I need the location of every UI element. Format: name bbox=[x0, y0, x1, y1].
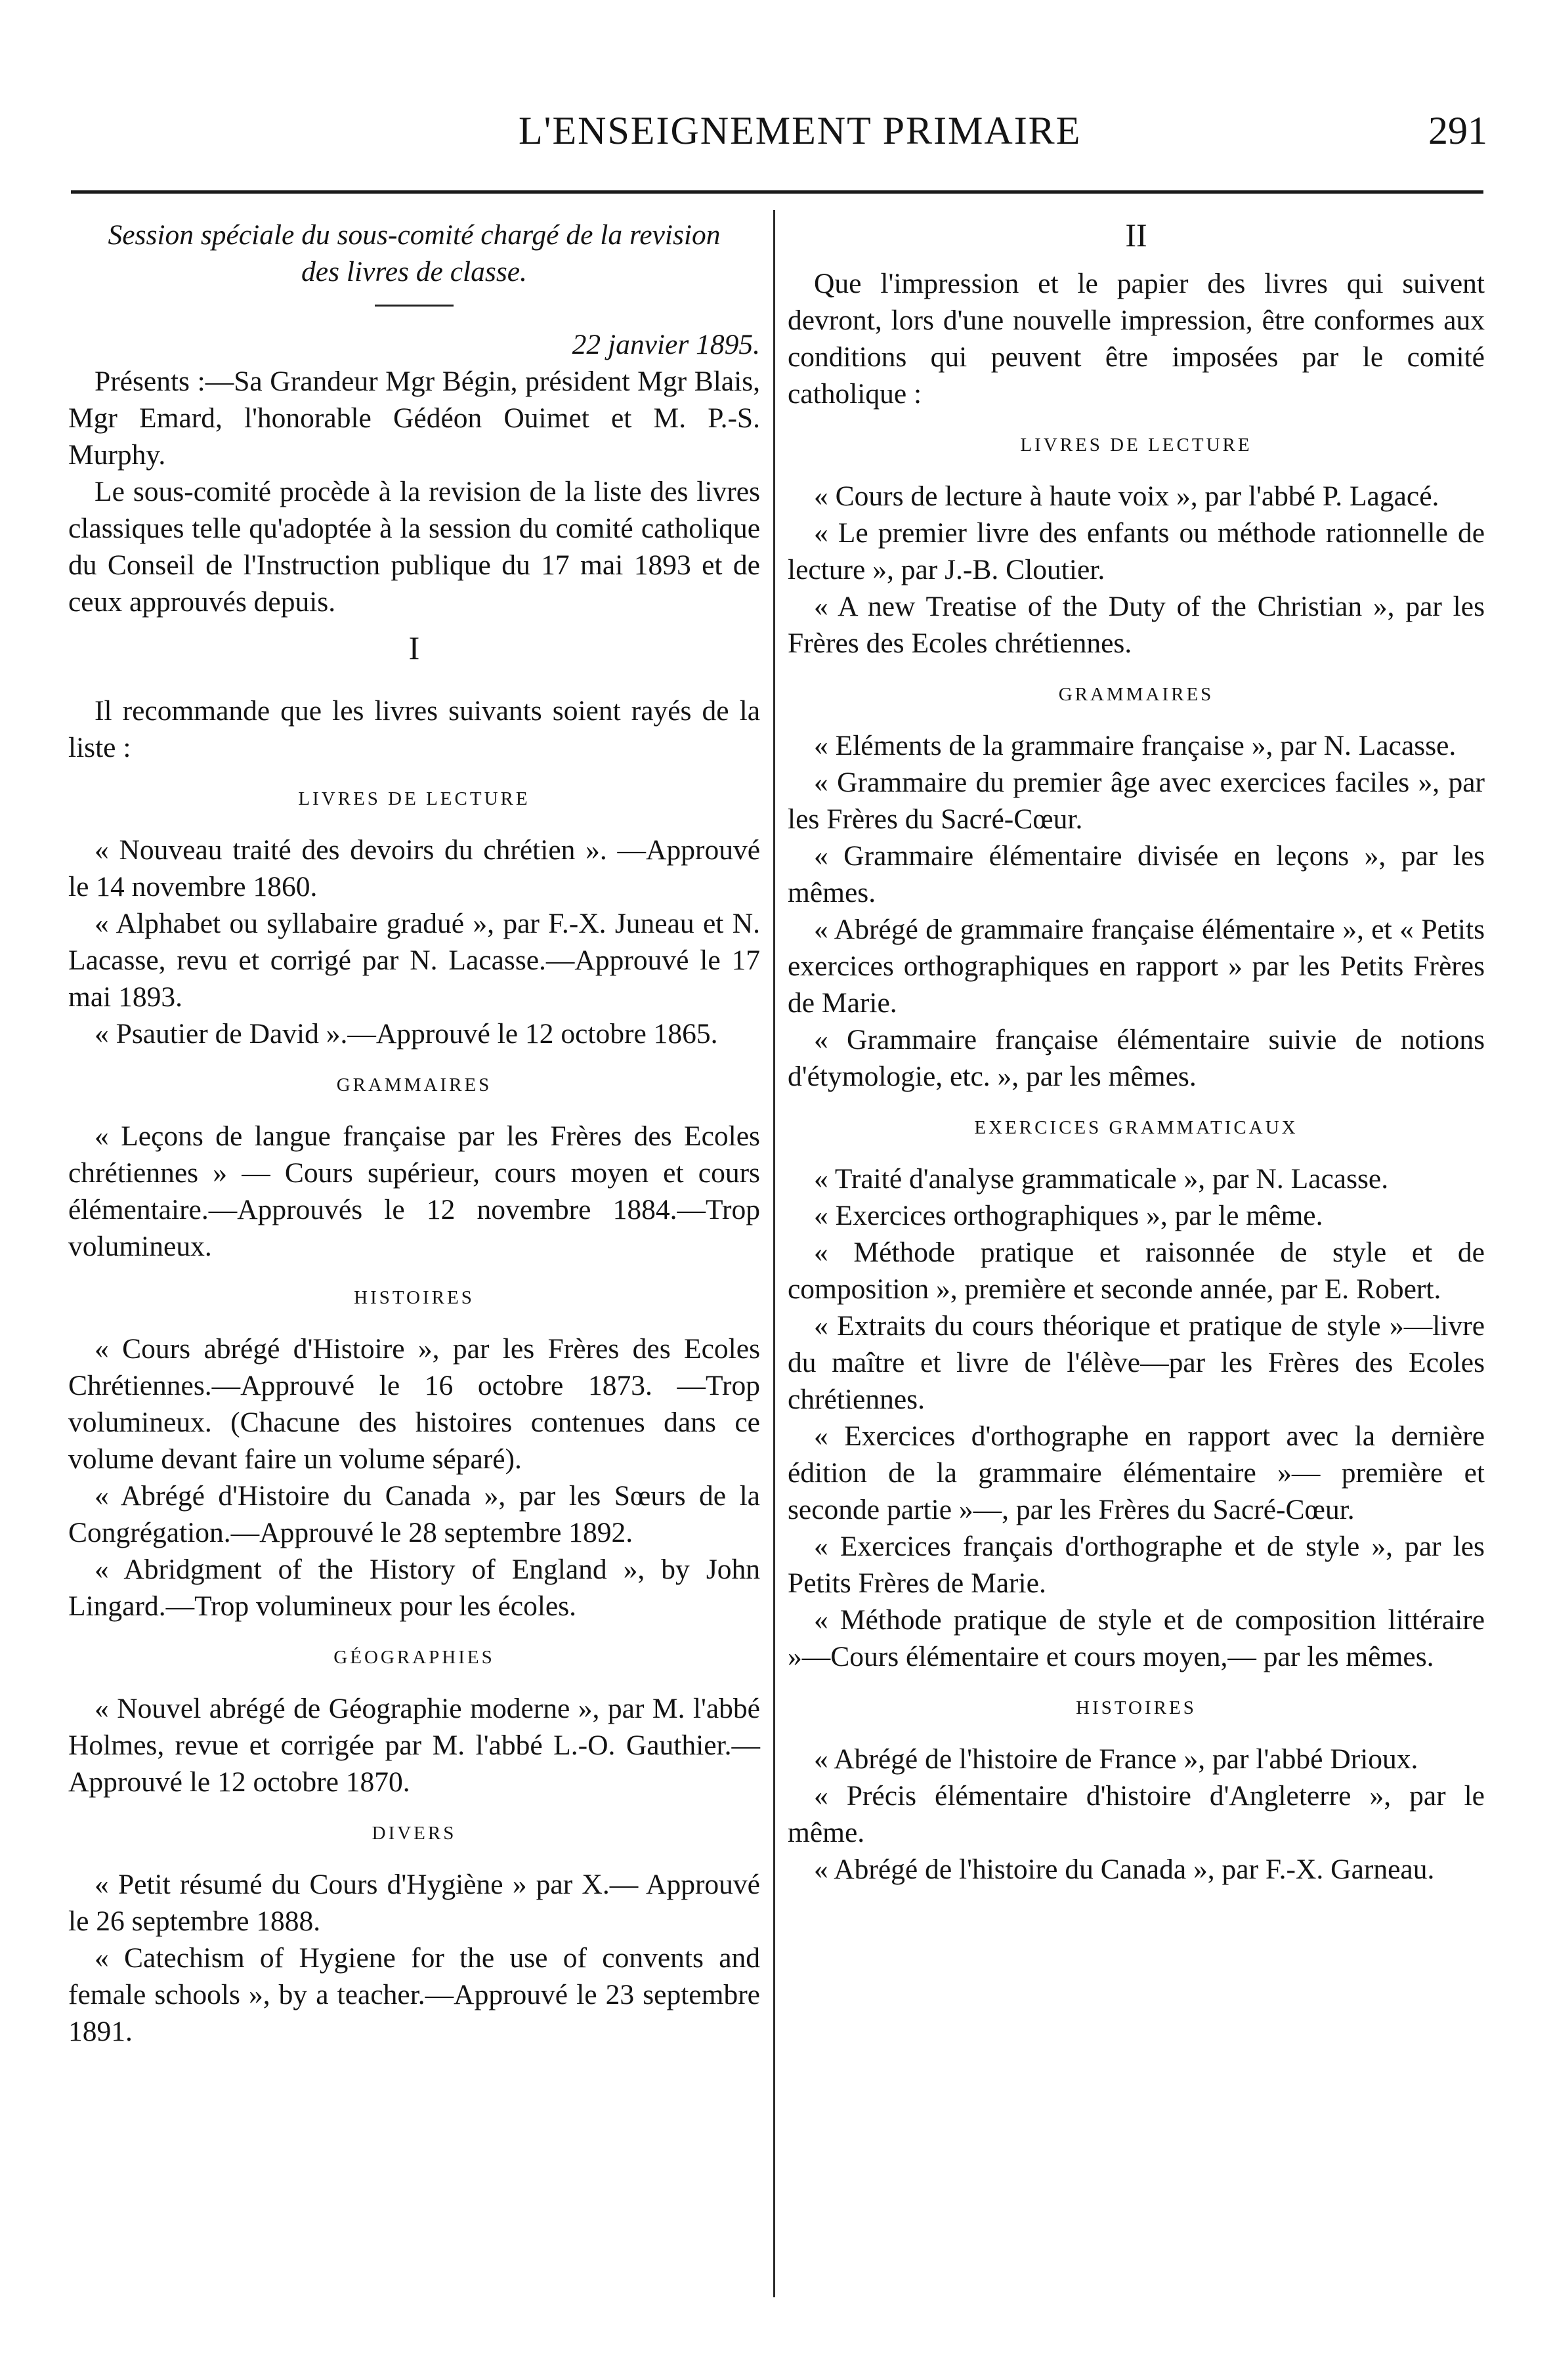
list-item: « Cours abrégé d'Histoire », par les Frères des Ecoles Chrétiennes.—Approuvé le 16 octobre 1873. —Trop volumineux. (Chacune des histoires contenues dans ce volume devant faire un volume séparé). bbox=[68, 1333, 760, 1475]
left-column bbox=[68, 217, 760, 2050]
subheading-geographies: GÉOGRAPHIES bbox=[333, 1647, 495, 1668]
list-item: « Abrégé de l'histoire du Canada », par F.-X. Garneau. bbox=[814, 1854, 1435, 1885]
list-item: « Grammaire française élémentaire suivie de notions d'étymologie, etc. », par les mêmes. bbox=[788, 1024, 1485, 1092]
subheading-grammaires: GRAMMAIRES bbox=[336, 1074, 492, 1095]
list-item: « Traité d'analyse grammaticale », par N. Lacasse. bbox=[814, 1163, 1389, 1195]
list-item: « Abrégé d'Histoire du Canada », par les Sœurs de la Congrégation.—Approuvé le 28 septembre 1892. bbox=[68, 1480, 760, 1548]
list-item: « Abrégé de l'histoire de France », par l'abbé Drioux. bbox=[814, 1743, 1418, 1775]
recommend-paragraph: Il recommande que les livres suivants soient rayés de la liste : bbox=[68, 695, 760, 763]
session-heading: Session spéciale du sous-comité chargé de la revision des livres de classe. bbox=[108, 219, 721, 287]
header-rule bbox=[71, 190, 1483, 194]
list-item: « A new Treatise of the Duty of the Christian », par les Frères des Ecoles chrétiennes. bbox=[788, 591, 1485, 659]
subheading-histoires: HISTOIRES bbox=[1076, 1697, 1197, 1718]
intro-paragraph: Le sous-comité procède à la revision de la liste des livres classiques telle qu'adoptée à la session du comité catholique du Conseil de l'Instruction publique du 17 mai 1893 et de ceux approuvés depuis. bbox=[68, 476, 760, 618]
list-item: « Exercices d'orthographe en rapport avec la dernière édition de la grammaire élémentaire »— première et seconde partie »—, par les Frères du Sacré-Cœur. bbox=[788, 1420, 1485, 1525]
list-item: « Nouveau traité des devoirs du chrétien ». —Approuvé le 14 novembre 1860. bbox=[68, 834, 760, 903]
column-divider bbox=[773, 210, 775, 2297]
list-item: « Alphabet ou syllabaire gradué », par F.-X. Juneau et N. Lacasse, revu et corrigé par N. Lacasse.—Approuvé le 17 mai 1893. bbox=[68, 908, 760, 1013]
running-header bbox=[66, 102, 1487, 161]
list-item: « Grammaire du premier âge avec exercices faciles », par les Frères du Sacré-Cœur. bbox=[788, 767, 1485, 835]
list-item: « Catechism of Hygiene for the use of convents and female schools », by a teacher.—Approuvé le 23 septembre 1891. bbox=[68, 1942, 760, 2047]
list-item: « Le premier livre des enfants ou méthode rationnelle de lecture », par J.-B. Cloutier. bbox=[788, 517, 1485, 585]
subheading-divers: DIVERS bbox=[372, 1823, 457, 1844]
subheading-histoires: HISTOIRES bbox=[354, 1287, 475, 1308]
session-date: 22 janvier 1895. bbox=[572, 329, 760, 360]
present-paragraph: Présents :—Sa Grandeur Mgr Bégin, président Mgr Blais, Mgr Emard, l'honorable Gédéon Ouimet et M. P.-S. Murphy. bbox=[68, 366, 760, 471]
subheading-lecture: LIVRES DE LECTURE bbox=[1020, 435, 1252, 456]
list-item: « Précis élémentaire d'histoire d'Angleterre », par le même. bbox=[788, 1780, 1485, 1848]
section-number: II bbox=[1125, 217, 1147, 253]
list-item: « Extraits du cours théorique et pratique de style »—livre du maître et livre de l'élève—par les Frères des Ecoles chrétiennes. bbox=[788, 1310, 1485, 1415]
right-column bbox=[788, 217, 1485, 1888]
page-number: 291 bbox=[1428, 109, 1487, 152]
subheading-lecture: LIVRES DE LECTURE bbox=[298, 788, 530, 809]
list-item: « Abridgment of the History of England », by John Lingard.—Trop volumineux pour les écoles. bbox=[68, 1554, 760, 1622]
list-item: « Exercices français d'orthographe et de style », par les Petits Frères de Marie. bbox=[788, 1531, 1485, 1599]
intro-paragraph: Que l'impression et le papier des livres qui suivent devront, lors d'une nouvelle impression, être conformes aux conditions qui peuvent être imposées par le comité catholique : bbox=[788, 268, 1485, 410]
short-rule bbox=[375, 305, 454, 307]
subheading-grammaires: GRAMMAIRES bbox=[1058, 684, 1214, 705]
list-item: « Abrégé de grammaire française élémentaire », et « Petits exercices orthographiques en rapport » par les Petits Frères de Marie. bbox=[788, 914, 1485, 1019]
running-title: L'ENSEIGNEMENT PRIMAIRE bbox=[519, 109, 1082, 152]
list-item: « Nouvel abrégé de Géographie moderne », par M. l'abbé Holmes, revue et corrigée par M. l'abbé L.-O. Gauthier.—Approuvé le 12 octobre 1870. bbox=[68, 1693, 760, 1798]
list-item: « Psautier de David ».—Approuvé le 12 octobre 1865. bbox=[95, 1018, 718, 1050]
list-item: « Exercices orthographiques », par le même. bbox=[814, 1200, 1323, 1231]
section-number: I bbox=[408, 629, 420, 666]
list-item: « Cours de lecture à haute voix », par l'abbé P. Lagacé. bbox=[814, 480, 1439, 512]
list-item: « Méthode pratique de style et de composition littéraire »—Cours élémentaire et cours moyen,— par les mêmes. bbox=[788, 1604, 1485, 1672]
list-item: « Méthode pratique et raisonnée de style et de composition », première et seconde année, par E. Robert. bbox=[788, 1237, 1485, 1305]
subheading-exercices: EXERCICES GRAMMATICAUX bbox=[974, 1117, 1298, 1138]
list-item: « Petit résumé du Cours d'Hygiène » par X.— Approuvé le 26 septembre 1888. bbox=[68, 1869, 760, 1937]
list-item: « Leçons de langue française par les Frères des Ecoles chrétiennes » — Cours supérieur, cours moyen et cours élémentaire.—Approuvés le 12 novembre 1884.—Trop volumineux. bbox=[68, 1120, 760, 1262]
list-item: « Eléments de la grammaire française », par N. Lacasse. bbox=[814, 730, 1457, 761]
list-item: « Grammaire élémentaire divisée en leçons », par les mêmes. bbox=[788, 840, 1485, 908]
